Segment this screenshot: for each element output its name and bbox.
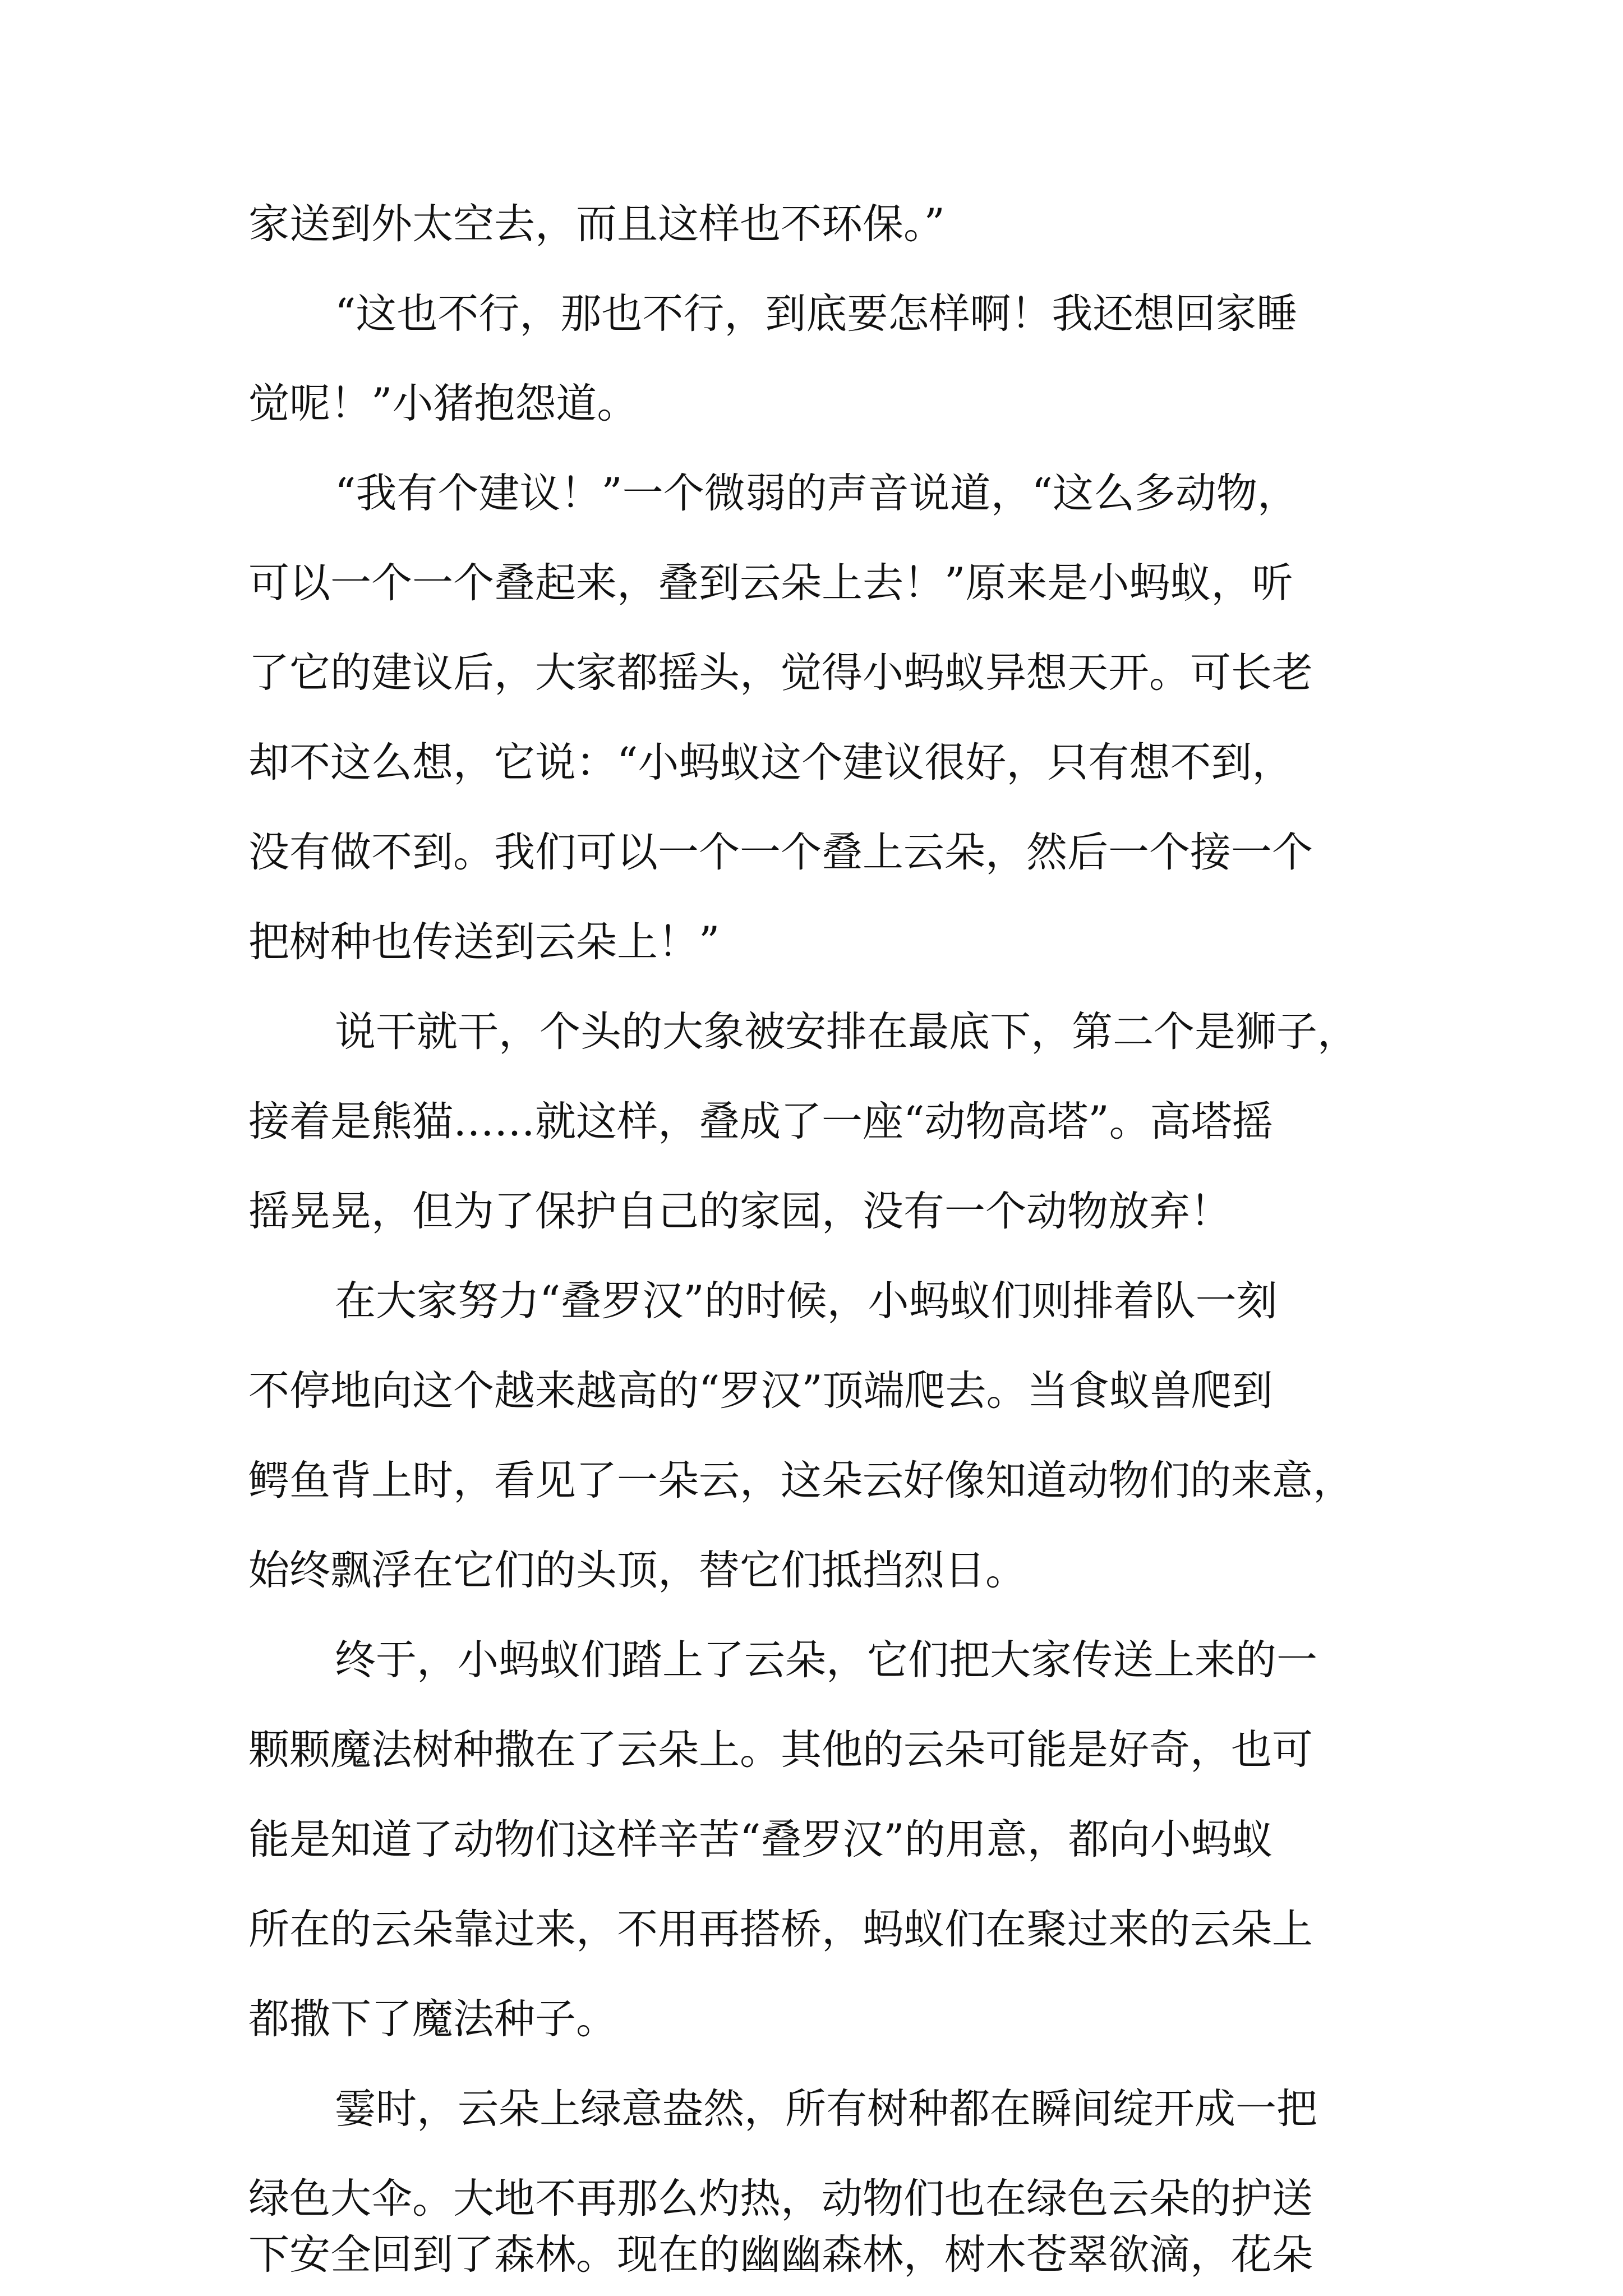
text-line: 始终飘浮在它们的头顶，替它们抵挡烈日。 [248,1547,1026,1594]
text-line: 觉呢！”小猪抱怨道。 [248,380,638,427]
text-line: 把树种也传送到云朵上！” [248,918,720,966]
text-line: 在大家努力“叠罗汉”的时候，小蚂蚁们则排着队一刻 [335,1277,1278,1325]
text-line: 都撒下了魔法种子。 [248,1995,617,2043]
text-line: “这也不行，那也不行，到底要怎样啊！我还想回家睡 [335,290,1298,338]
text-line: 接着是熊猫……就这样，叠成了一座“动物高塔”。高塔摇 [248,1098,1273,1145]
text-line: 可以一个一个叠起来，叠到云朵上去！”原来是小蚂蚁，听 [248,559,1293,607]
text-line: 却不这么想，它说：“小蚂蚁这个建议很好，只有想不到， [248,739,1293,786]
text-line: 家送到外太空去，而且这样也不环保。” [248,200,945,248]
text-line: 绿色大伞。大地不再那么灼热，动物们也在绿色云朵的护送 [248,2175,1313,2223]
text-line: 下安全回到了森林。现在的幽幽森林，树木苍翠欲滴，花朵 [248,2231,1313,2279]
text-line: 终于，小蚂蚁们踏上了云朵，它们把大家传送上来的一 [335,1636,1317,1684]
text-line: 了它的建议后，大家都摇头，觉得小蚂蚁异想天开。可长老 [248,649,1313,697]
text-line: 鳄鱼背上时，看见了一朵云，这朵云好像知道动物们的来意， [248,1457,1354,1504]
text-line: 不停地向这个越来越高的“罗汉”顶端爬去。当食蚁兽爬到 [248,1367,1273,1415]
text-line: 霎时，云朵上绿意盎然，所有树种都在瞬间绽开成一把 [335,2085,1317,2133]
text-line: 摇晃晃，但为了保护自己的家园，没有一个动物放弃！ [248,1188,1231,1235]
text-line: 说干就干，个头的大象被安排在最底下，第二个是狮子， [335,1008,1358,1056]
text-line: “我有个建议！”一个微弱的声音说道，“这么多动物， [335,470,1298,517]
text-line: 能是知道了动物们这样辛苦“叠罗汉”的用意，都向小蚂蚁 [248,1816,1273,1864]
text-line: 颗颗魔法树种撒在了云朵上。其他的云朵可能是好奇，也可 [248,1726,1313,1774]
text-line: 没有做不到。我们可以一个一个叠上云朵，然后一个接一个 [248,829,1313,876]
text-line: 所在的云朵靠过来，不用再搭桥，蚂蚁们在聚过来的云朵上 [248,1906,1313,1953]
